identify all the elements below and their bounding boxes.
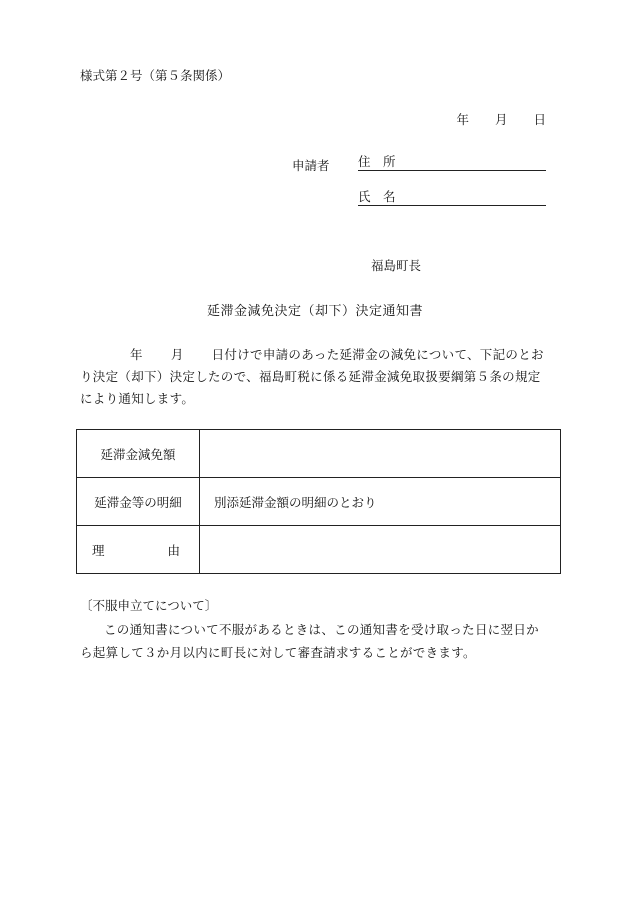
reduction-amount-label: 延滞金減免額: [77, 430, 200, 478]
address-label: 住 所: [358, 154, 396, 169]
reason-label: [77, 526, 200, 574]
notice-body: [80, 344, 550, 410]
detail-table: [76, 429, 561, 574]
name-label: 氏 名: [358, 189, 396, 204]
reduction-amount-value: [200, 430, 561, 478]
body-year-label: 年: [130, 347, 143, 362]
details-label: 延滞金等の明細: [77, 478, 200, 526]
issuer: 福島町長: [371, 258, 422, 273]
date-line: [456, 110, 546, 128]
date-month-label: 月: [494, 112, 508, 127]
appeal-heading: 〔不服申立てについて〕: [80, 598, 218, 613]
appeal-text: この通知書について不服があるときは、この通知書を受け取った日に翌日から起算して３か月以内に町長に対して審査請求することができます。: [80, 622, 539, 660]
reason-value: [200, 526, 561, 574]
date-day-label: 日: [533, 112, 546, 127]
reason-label-part-1: 理: [92, 542, 105, 558]
document-title: 延滞金減免決定（却下）決定通知書: [206, 304, 423, 319]
table-row: [77, 430, 561, 478]
date-year-label: 年: [456, 112, 469, 127]
appeal-body: [80, 618, 550, 664]
body-month-label: 月: [170, 347, 184, 362]
reason-label-part-2: 由: [167, 542, 180, 558]
table-row: [77, 478, 561, 526]
address-field: [358, 152, 546, 171]
body-text: 日付けで申請のあった延滞金の減免について、下記のとおり決定（却下）決定したので、福島町税に係る延滞金減免取扱要綱第５条の規定により通知します。: [80, 347, 544, 406]
form-number: 様式第２号（第５条関係）: [80, 68, 231, 83]
name-field: [358, 187, 546, 206]
table-row: [77, 526, 561, 574]
details-value: 別添延滞金額の明細のとおり: [200, 478, 561, 526]
applicant-label: 申請者: [292, 158, 330, 173]
